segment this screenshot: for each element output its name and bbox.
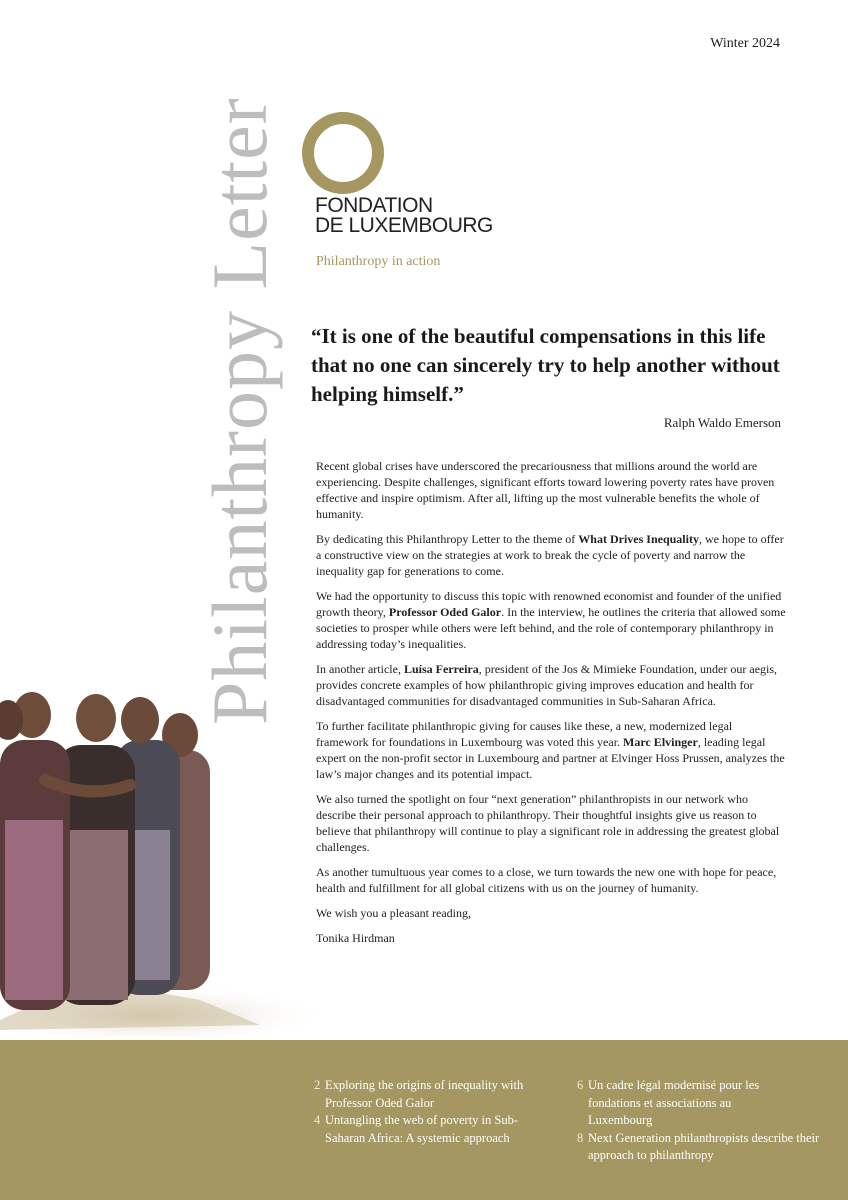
paragraph-8: We wish you a pleasant reading, xyxy=(316,906,471,920)
paragraph-2-bold: What Drives Inequality xyxy=(578,532,699,546)
toc-page-number: 8 xyxy=(577,1130,584,1145)
logo-line-1: FONDATION xyxy=(315,194,433,217)
paragraph-3-text-b: . In the interview, he outlines the criteria that allowed some societies to prosper while others were left behind, and the role of contemporary philanthropy in addressing today’s inequalities. xyxy=(316,605,786,651)
paragraph-4-text-a: In another article, xyxy=(316,662,404,676)
toc-page-number: 4 xyxy=(314,1113,321,1127)
editorial-body xyxy=(316,458,786,955)
toc-page-number: 2 xyxy=(314,1078,321,1092)
paragraph-1: Recent global crises have underscored the precariousness that millions around the world are experiencing. Despite challenges, significant efforts toward lowering poverty rates have proven effective and inspire optimism. After all, lifting up the most vulnerable benefits the whole of humanity. xyxy=(316,459,775,521)
vertical-title: Philanthropy Letter xyxy=(196,97,283,725)
paragraph-5-text-b: , leading legal expert on the non-profit sector in Luxembourg and partner at Elvinger Hoss Prussen, analyzes the law’s major changes and its potential impact. xyxy=(316,735,785,781)
paragraph-2-text-a: By dedicating this Philanthropy Letter to the theme of xyxy=(316,532,579,546)
paragraph-3-text-a: We had the opportunity to discuss this topic with renowned economist and founder of the unified growth theory, xyxy=(316,589,782,619)
paragraph-3-bold: Professor Oded Galor xyxy=(388,605,502,619)
toc-item[interactable] xyxy=(314,1077,554,1112)
paragraph-4-bold: Luísa Ferreira xyxy=(403,662,479,676)
issue-date: Winter 2024 xyxy=(710,36,780,51)
paragraph-7: As another tumultuous year comes to a close, we turn towards the new one with hope for peace, health and fulfillment for all global citizens with us on the journey of humanity. xyxy=(316,865,777,895)
paragraph-4-text-b: , president of the Jos & Mimieke Foundation, under our aegis, provides concrete examples of how philanthropic giving improves education and health for disadvantaged communities for disadvantaged communities in Sub-Saharan Africa. xyxy=(316,662,778,708)
paragraph-6: We also turned the spotlight on four “next generation” philanthropists in our network who describe their personal approach to philanthropy. Their thoughtful insights give us reason to believe that philanthropy will continue to play a significant role in addressing the greatest global challenges. xyxy=(316,792,780,854)
paragraph-2 xyxy=(316,531,786,579)
paragraph-4 xyxy=(316,661,786,709)
toc-right-column xyxy=(577,1077,827,1165)
toc-label: Un cadre légal modernisé pour les fondations et associations au Luxembourg xyxy=(588,1078,760,1127)
foundation-logo-text xyxy=(315,196,493,236)
paragraph-2-text-b: , we hope to offer a constructive view on the strategies at work to break the cycle of poverty and narrow the inequality gap for generations to come. xyxy=(316,532,784,578)
tagline: Philanthropy in action xyxy=(316,254,441,269)
quote-text: “It is one of the beautiful compensations in this life that no one can sincerely try to help another without helping himself.” xyxy=(311,324,780,406)
women-group-photo xyxy=(0,680,330,1040)
toc-label: Exploring the origins of inequality with Professor Oded Galor xyxy=(325,1078,524,1110)
paragraph-5 xyxy=(316,718,786,782)
toc-label: Untangling the web of poverty in Sub-Saharan Africa: A systemic approach xyxy=(325,1113,519,1145)
toc-label: Next Generation philanthropists describe their approach to philanthropy xyxy=(588,1130,820,1162)
foundation-logo-ring-icon xyxy=(302,112,384,194)
paragraph-5-bold: Marc Elvinger xyxy=(623,735,698,749)
toc-page-number: 6 xyxy=(577,1078,584,1092)
paragraph-5-text-a: To further facilitate philanthropic giving for causes like these, a new, modernized legal framework for foundations in Luxembourg was voted this year. xyxy=(316,719,733,749)
quote-author: Ralph Waldo Emerson xyxy=(663,415,781,430)
toc-item[interactable] xyxy=(314,1112,554,1147)
toc-left-column xyxy=(314,1077,554,1147)
logo-line-2: DE LUXEMBOURG xyxy=(315,214,493,237)
signature: Tonika Hirdman xyxy=(316,931,395,945)
toc-item[interactable] xyxy=(577,1130,827,1165)
paragraph-3 xyxy=(316,588,786,652)
toc-item[interactable] xyxy=(577,1077,827,1130)
